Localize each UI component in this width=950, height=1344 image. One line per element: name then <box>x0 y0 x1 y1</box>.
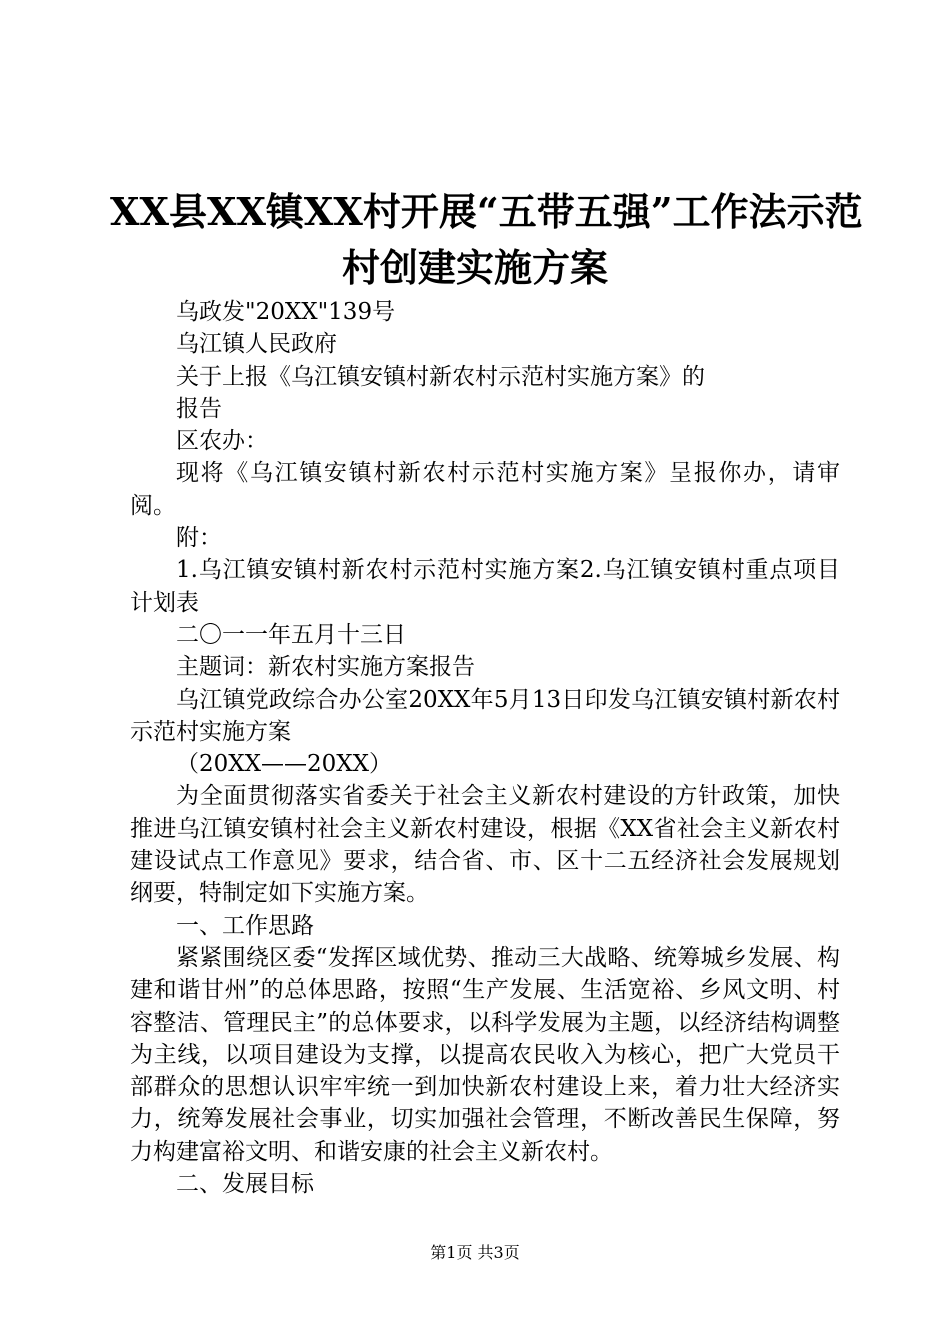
print-line: 乌江镇党政综合办公室20XX年5月13日印发乌江镇安镇村新农村示范村实施方案 <box>130 686 840 745</box>
section-heading: 一、工作思路 <box>176 912 314 939</box>
keywords: 主题词：新农村实施方案报告 <box>176 654 475 681</box>
page-footer: 第1页 共3页 <box>430 1243 520 1262</box>
attachment-list: 1.乌江镇安镇村新农村示范村实施方案2.乌江镇安镇村重点项目计划表 <box>130 557 840 616</box>
recipient: 区农办： <box>176 428 268 455</box>
paragraph: 紧紧围绕区委“发挥区域优势、推动三大战略、统筹城乡发展、构建和谐甘州”的总体思路，按照“生产发展、生活宽裕、乡风文明、村容整洁、管理民主”的总体要求，以科学发展为主题，以经济结构调整为主线，以项目建设为支撑，以提高农民收入为核心，把广大党员干部群众的思想认识牢牢统一到加快新农村建设上来，着力壮大经济实力，统筹发展社会事业，切实加强社会管理，不断改善民生保障，努力构建富裕文明、和谐安康的社会主义新农村。 <box>130 944 840 1165</box>
section-heading: 二、发展目标 <box>176 1171 314 1198</box>
date-line: 二〇一一年五月十三日 <box>176 621 406 648</box>
document-body <box>130 296 840 1200</box>
attachment-label: 附： <box>176 525 222 552</box>
report-title-cont: 报告 <box>176 395 222 422</box>
document-title-line-2: 村创建实施方案 <box>341 245 608 290</box>
report-title: 关于上报《乌江镇安镇村新农村示范村实施方案》的 <box>176 363 705 390</box>
issuer: 乌江镇人民政府 <box>176 331 337 358</box>
paragraph: 为全面贯彻落实省委关于社会主义新农村建设的方针政策，加快推进乌江镇安镇村社会主义新农村建设，根据《XX省社会主义新农村建设试点工作意见》要求，结合省、市、区十二五经济社会发展规划纲要，特制定如下实施方案。 <box>130 783 840 907</box>
period: （20XX——20XX） <box>176 751 393 778</box>
doc-number: 乌政发"20XX"139号 <box>176 299 396 325</box>
document-title-line-1: XX县XX镇XX村开展“五带五强”工作法示范 <box>110 189 863 234</box>
paragraph: 现将《乌江镇安镇村新农村示范村实施方案》呈报你办，请审阅。 <box>130 460 840 519</box>
